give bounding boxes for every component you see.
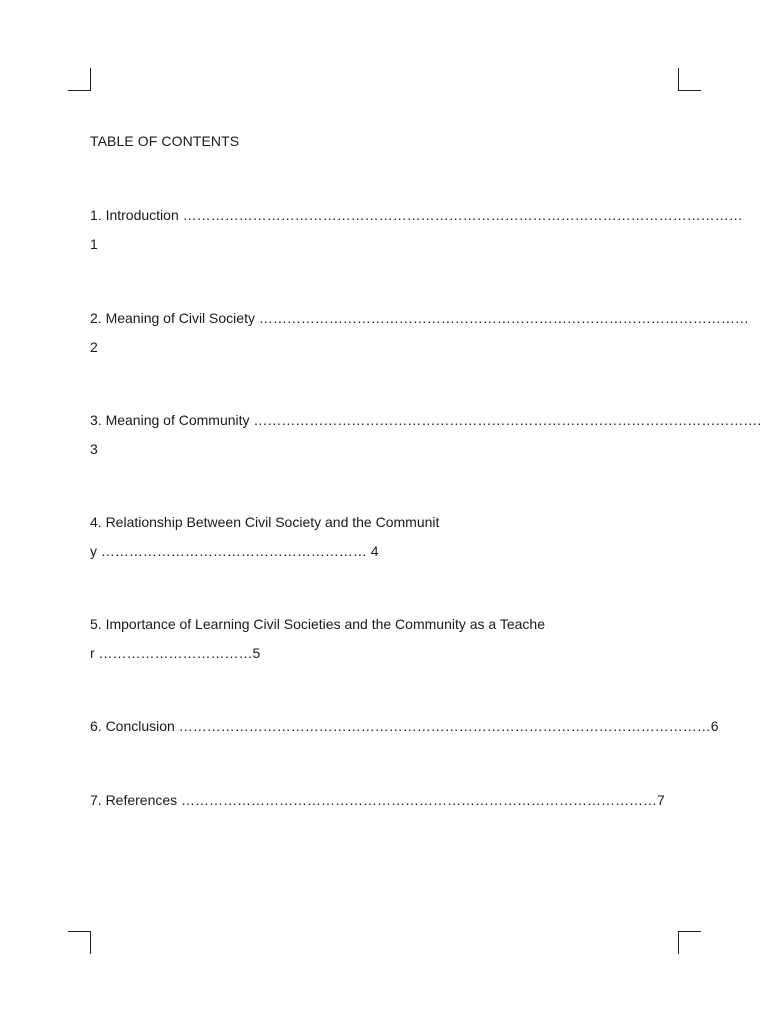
toc-entry-relationship[interactable] bbox=[90, 508, 690, 566]
crop-mark-bottom-right bbox=[678, 931, 701, 954]
toc-entry-page: 2 bbox=[90, 339, 98, 355]
toc-entry-text: 5. Importance of Learning Civil Societies and the Community as a Teache bbox=[90, 616, 545, 632]
toc-entry-meaning-civil-society[interactable] bbox=[90, 304, 749, 362]
crop-mark-top-left bbox=[68, 68, 91, 91]
crop-mark-top-right bbox=[678, 68, 701, 91]
crop-mark-bottom-left bbox=[68, 931, 91, 954]
toc-entry-text-continued: y ………………………………………………… 4 bbox=[90, 543, 379, 559]
toc-entry-text: 1. Introduction ………………………………………………………………………………………………………… bbox=[90, 207, 743, 223]
toc-entry-text: 6. Conclusion ……………………………………………………………………………………………………6 bbox=[90, 718, 719, 734]
toc-entry-meaning-community[interactable] bbox=[90, 406, 762, 464]
toc-entry-text-continued: r ……………………………5 bbox=[90, 645, 261, 661]
toc-entry-text: 3. Meaning of Community ………………………………………………………………………………………………. bbox=[90, 412, 762, 428]
toc-entry-conclusion[interactable] bbox=[90, 712, 719, 741]
toc-entry-page: 3 bbox=[90, 441, 98, 457]
toc-entry-text: 4. Relationship Between Civil Society and the Communit bbox=[90, 514, 440, 530]
toc-entry-text: 7. References …………………………………………………………………………………………7 bbox=[90, 792, 665, 808]
toc-heading: TABLE OF CONTENTS bbox=[90, 133, 240, 149]
toc-entry-importance[interactable] bbox=[90, 610, 690, 668]
toc-entry-introduction[interactable] bbox=[90, 201, 743, 259]
toc-entry-page: 1 bbox=[90, 236, 98, 252]
toc-entry-references[interactable] bbox=[90, 786, 690, 815]
toc-entry-text: 2. Meaning of Civil Society …………………………………………………………………………………………… bbox=[90, 310, 749, 326]
